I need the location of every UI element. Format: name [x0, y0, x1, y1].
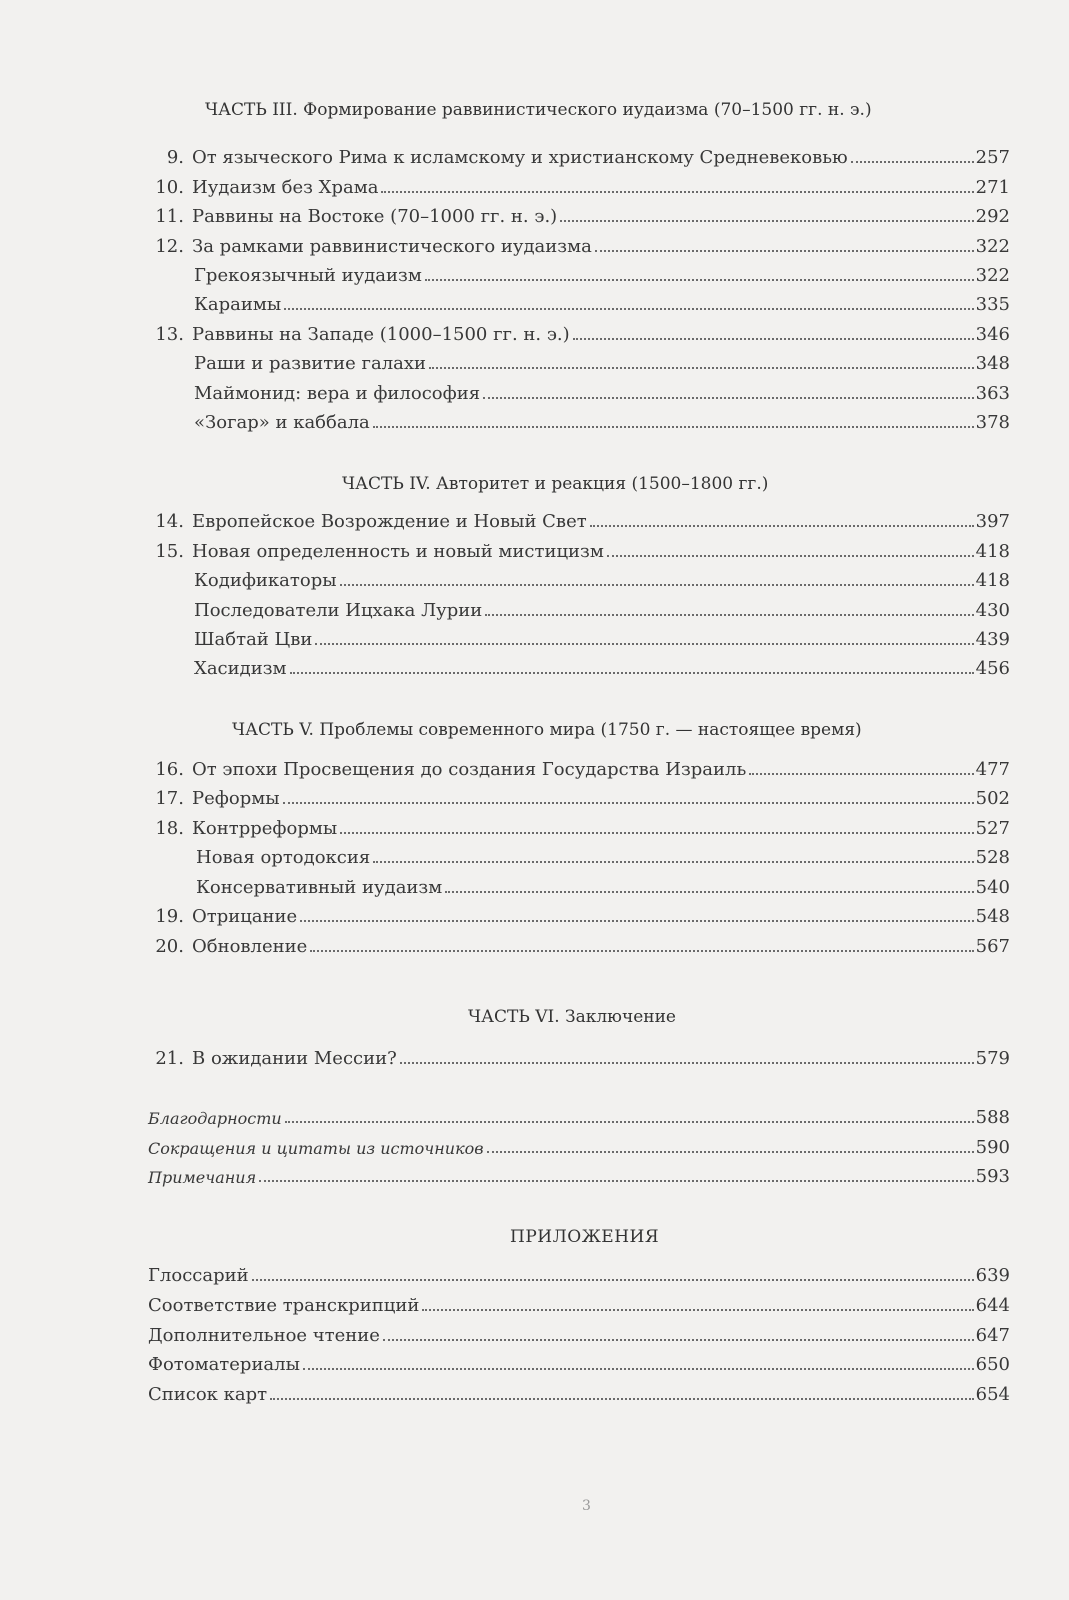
entry-page: 590: [975, 1137, 1010, 1158]
entry-page: 418: [975, 541, 1010, 562]
entry-page: 271: [975, 177, 1010, 198]
toc-entry: [148, 1041, 1010, 1069]
entry-page: 363: [975, 383, 1010, 404]
toc-entry: [148, 199, 1010, 227]
toc-appendix-entry: [148, 1258, 1010, 1286]
entry-page: 579: [975, 1048, 1010, 1069]
entry-number: 20.: [155, 936, 184, 957]
part-3-heading: ЧАСТЬ III. Формирование раввинистического иудаизма (70–1500 гг. н. э.): [205, 100, 872, 120]
entry-page: 548: [975, 906, 1010, 927]
toc-entry: [148, 899, 1010, 927]
leader-dots: [381, 191, 973, 193]
entry-title: Обновление: [192, 936, 308, 957]
toc-entry: [148, 781, 1010, 809]
toc-entry: [148, 140, 1010, 168]
part-6-heading: ЧАСТЬ VI. Заключение: [468, 1007, 676, 1027]
entry-number: 13.: [155, 324, 184, 345]
leader-dots: [373, 426, 974, 428]
leader-dots: [483, 397, 974, 399]
leader-dots: [383, 1339, 974, 1341]
entry-title: Консервативный иудаизм: [196, 877, 443, 898]
entry-page: 593: [975, 1166, 1010, 1187]
toc-entry: [148, 170, 1010, 198]
entry-title: Фотоматериалы: [148, 1354, 300, 1375]
leader-dots: [283, 802, 974, 804]
entry-title: Дополнительное чтение: [148, 1325, 380, 1346]
leader-dots: [560, 220, 973, 222]
entry-title: Список карт: [148, 1384, 268, 1405]
leader-dots: [285, 1121, 974, 1123]
entry-title: «Зогар» и каббала: [194, 412, 370, 433]
leader-dots: [590, 525, 974, 527]
entry-title: Кодификаторы: [194, 570, 337, 591]
entry-number: 14.: [155, 511, 184, 532]
entry-page: 378: [975, 412, 1010, 433]
entry-title: Реформы: [192, 788, 280, 809]
entry-title: Раввины на Западе (1000–1500 гг. н. э.): [192, 324, 570, 345]
entry-number: 12.: [155, 236, 184, 257]
entry-page: 650: [975, 1354, 1010, 1375]
entry-title: Европейское Возрождение и Новый Свет: [192, 511, 587, 532]
entry-page: 322: [975, 265, 1010, 286]
entry-title: Иудаизм без Храма: [192, 177, 379, 198]
leader-dots: [373, 861, 973, 863]
leader-dots: [851, 161, 974, 163]
entry-title: Благодарности: [148, 1109, 282, 1128]
entry-page: 588: [975, 1107, 1010, 1128]
entry-number: 9.: [166, 147, 184, 168]
leader-dots: [259, 1180, 973, 1182]
entry-number: 19.: [155, 906, 184, 927]
leader-dots: [485, 614, 973, 616]
leader-dots: [607, 555, 974, 557]
leader-dots: [340, 584, 974, 586]
entry-title: В ожидании Мессии?: [192, 1048, 397, 1069]
leader-dots: [284, 308, 973, 310]
entry-page: 567: [975, 936, 1010, 957]
entry-number: 11.: [155, 206, 184, 227]
entry-page: 418: [975, 570, 1010, 591]
toc-subentry: [196, 870, 1010, 898]
entry-title: От эпохи Просвещения до создания Государства Израиль: [192, 759, 747, 780]
entry-number: 18.: [155, 818, 184, 839]
entry-number: 10.: [155, 177, 184, 198]
entry-page: 540: [975, 877, 1010, 898]
leader-dots: [315, 643, 973, 645]
entry-title: Отрицание: [192, 906, 298, 927]
entry-title: Караимы: [194, 294, 282, 315]
leader-dots: [400, 1062, 974, 1064]
toc-entry: [148, 317, 1010, 345]
toc-backmatter-entry: [148, 1159, 1010, 1187]
appendices-heading: ПРИЛОЖЕНИЯ: [510, 1227, 660, 1247]
entry-page: 292: [975, 206, 1010, 227]
leader-dots: [487, 1151, 974, 1153]
entry-page: 346: [975, 324, 1010, 345]
entry-title: Маймонид: вера и философия: [194, 383, 481, 404]
leader-dots: [573, 338, 974, 340]
leader-dots: [300, 920, 973, 922]
entry-number: 16.: [155, 759, 184, 780]
toc-appendix-entry: [148, 1288, 1010, 1316]
entry-title: Сокращения и цитаты из источников: [148, 1139, 484, 1158]
entry-page: 527: [975, 818, 1010, 839]
toc-subentry: [194, 376, 1010, 404]
entry-page: 644: [975, 1295, 1010, 1316]
entry-page: 456: [975, 658, 1010, 679]
entry-title: Новая ортодоксия: [196, 847, 371, 868]
entry-page: 322: [975, 236, 1010, 257]
entry-page: 397: [975, 511, 1010, 532]
entry-title: От языческого Рима к исламскому и христианскому Средневековью: [192, 147, 848, 168]
toc-subentry: [194, 651, 1010, 679]
page-number: 3: [582, 1498, 591, 1514]
entry-page: 257: [975, 147, 1010, 168]
part-5-heading: ЧАСТЬ V. Проблемы современного мира (1750 г. — настоящее время): [232, 720, 862, 740]
leader-dots: [425, 279, 974, 281]
entry-number: 15.: [155, 541, 184, 562]
leader-dots: [445, 891, 973, 893]
toc-entry: [148, 534, 1010, 562]
entry-page: 430: [975, 600, 1010, 621]
toc-backmatter-entry: [148, 1130, 1010, 1158]
entry-page: 639: [975, 1265, 1010, 1286]
toc-subentry: [194, 622, 1010, 650]
entry-title: Соответствие транскрипций: [148, 1295, 420, 1316]
leader-dots: [595, 250, 974, 252]
entry-title: Примечания: [148, 1168, 257, 1187]
leader-dots: [310, 950, 973, 952]
toc-subentry: [194, 593, 1010, 621]
toc-entry: [148, 752, 1010, 780]
entry-title: Глоссарий: [148, 1265, 249, 1286]
entry-page: 502: [975, 788, 1010, 809]
toc-subentry: [194, 405, 1010, 433]
toc-entry: [148, 811, 1010, 839]
toc-appendix-entry: [148, 1377, 1010, 1405]
leader-dots: [290, 672, 974, 674]
leader-dots: [429, 367, 974, 369]
entry-page: 335: [975, 294, 1010, 315]
entry-number: 17.: [155, 788, 184, 809]
leader-dots: [270, 1398, 974, 1400]
leader-dots: [303, 1368, 974, 1370]
toc-subentry: [194, 258, 1010, 286]
entry-page: 647: [975, 1325, 1010, 1346]
entry-page: 654: [975, 1384, 1010, 1405]
entry-title: Шабтай Цви: [194, 629, 313, 650]
entry-page: 439: [975, 629, 1010, 650]
toc-subentry: [194, 563, 1010, 591]
entry-page: 528: [975, 847, 1010, 868]
entry-title: Последователи Ицхака Лурии: [194, 600, 483, 621]
toc-subentry: [194, 346, 1010, 374]
toc-entry: [148, 229, 1010, 257]
leader-dots: [749, 773, 973, 775]
part-4-heading: ЧАСТЬ IV. Авторитет и реакция (1500–1800 гг.): [342, 474, 769, 494]
entry-title: За рамками раввинистического иудаизма: [192, 236, 592, 257]
leader-dots: [340, 832, 973, 834]
leader-dots: [422, 1309, 973, 1311]
entry-page: 348: [975, 353, 1010, 374]
toc-subentry: [194, 287, 1010, 315]
toc-appendix-entry: [148, 1347, 1010, 1375]
entry-title: Контрреформы: [192, 818, 338, 839]
entry-title: Раши и развитие галахи: [194, 353, 427, 374]
entry-title: Хасидизм: [194, 658, 287, 679]
toc-appendix-entry: [148, 1318, 1010, 1346]
toc-entry: [148, 504, 1010, 532]
entry-number: 21.: [155, 1048, 184, 1069]
toc-subentry: [196, 840, 1010, 868]
entry-title: Раввины на Востоке (70–1000 гг. н. э.): [192, 206, 558, 227]
entry-title: Грекоязычный иудаизм: [194, 265, 422, 286]
entry-title: Новая определенность и новый мистицизм: [192, 541, 604, 562]
leader-dots: [252, 1279, 974, 1281]
toc-backmatter-entry: [148, 1100, 1010, 1128]
entry-page: 477: [975, 759, 1010, 780]
toc-entry: [148, 929, 1010, 957]
